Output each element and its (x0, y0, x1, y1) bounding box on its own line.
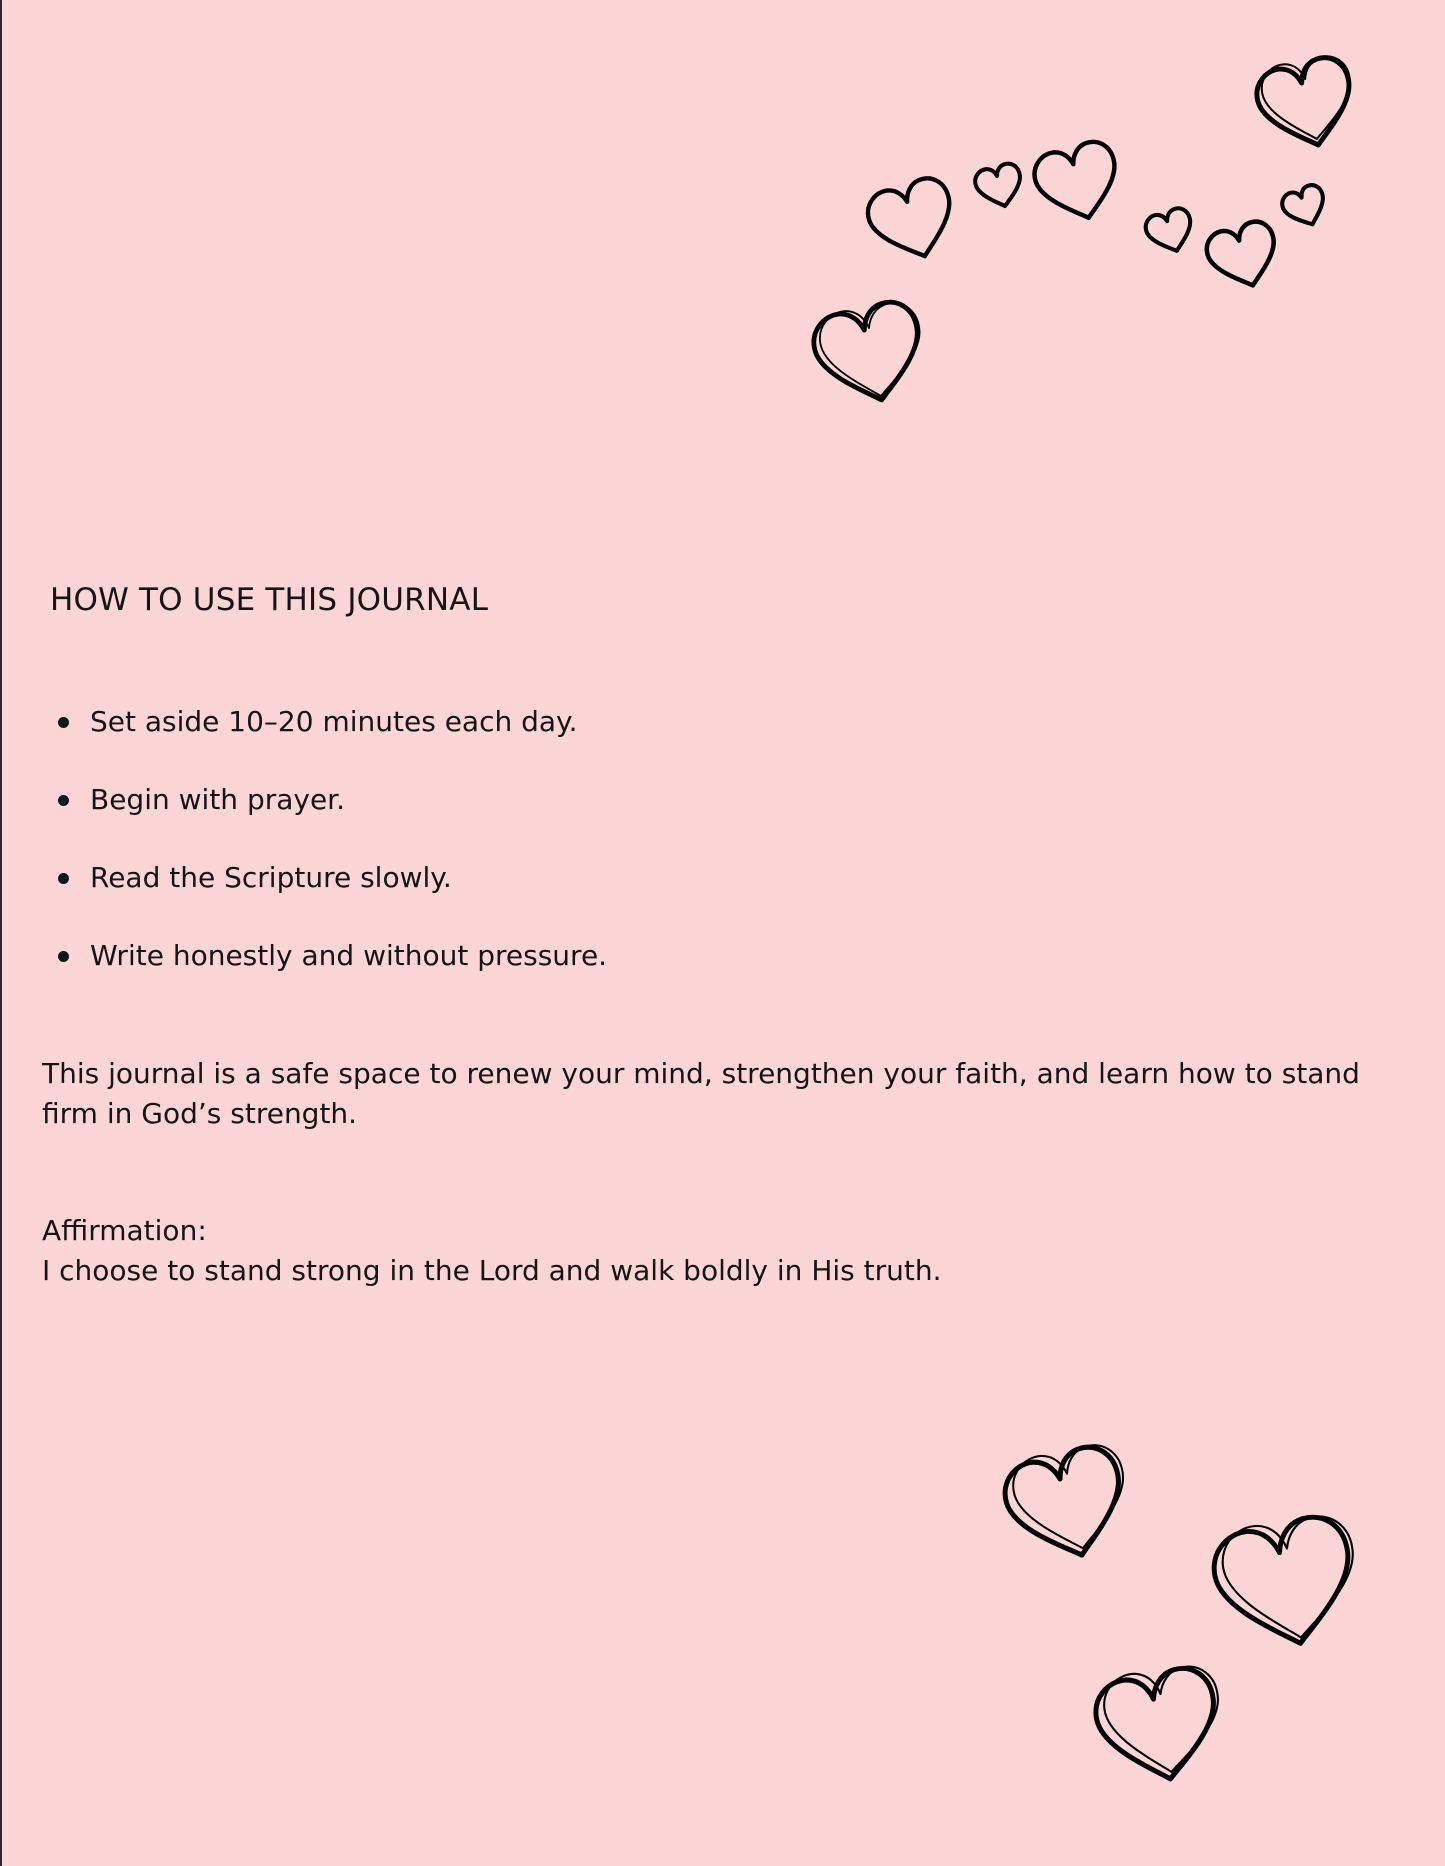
affirmation-text: I choose to stand strong in the Lord and walk boldly in His truth. (42, 1254, 942, 1287)
affirmation-label: Affirmation: (42, 1214, 207, 1247)
bottom-heart-cluster (998, 1440, 1366, 1792)
page-title: HOW TO USE THIS JOURNAL (50, 582, 489, 618)
heart-icon (1090, 1663, 1228, 1792)
list-item (58, 782, 607, 860)
heart-icon (1258, 52, 1360, 147)
list-item (58, 704, 607, 782)
bullet-icon (58, 873, 69, 884)
heart-icon (1202, 217, 1285, 295)
bullet-icon (58, 717, 69, 728)
step-text: Write honestly and without pressure. (90, 939, 608, 972)
top-heart-cluster (808, 52, 1363, 413)
heart-icon (862, 173, 964, 269)
heart-icon (1008, 1440, 1137, 1560)
bullet-icon (58, 951, 69, 962)
heart-icon (1142, 205, 1198, 258)
intro-paragraph: This journal is a safe space to renew your mind, strengthen your faith, and learn how to stand firm in God’s strength. (42, 1057, 1360, 1130)
step-text: Read the Scripture slowly. (90, 861, 452, 894)
heart-icon (1279, 182, 1332, 232)
heart-icon (1029, 137, 1127, 229)
heart-icon (972, 161, 1026, 212)
affirmation-block (42, 1211, 942, 1291)
steps-list (58, 704, 607, 1016)
step-text: Begin with prayer. (90, 783, 346, 816)
step-text: Set aside 10–20 minutes each day. (90, 705, 578, 738)
list-item (58, 860, 607, 938)
list-item (58, 938, 607, 1016)
bullet-icon (58, 795, 69, 806)
heart-icon (998, 1440, 1137, 1571)
